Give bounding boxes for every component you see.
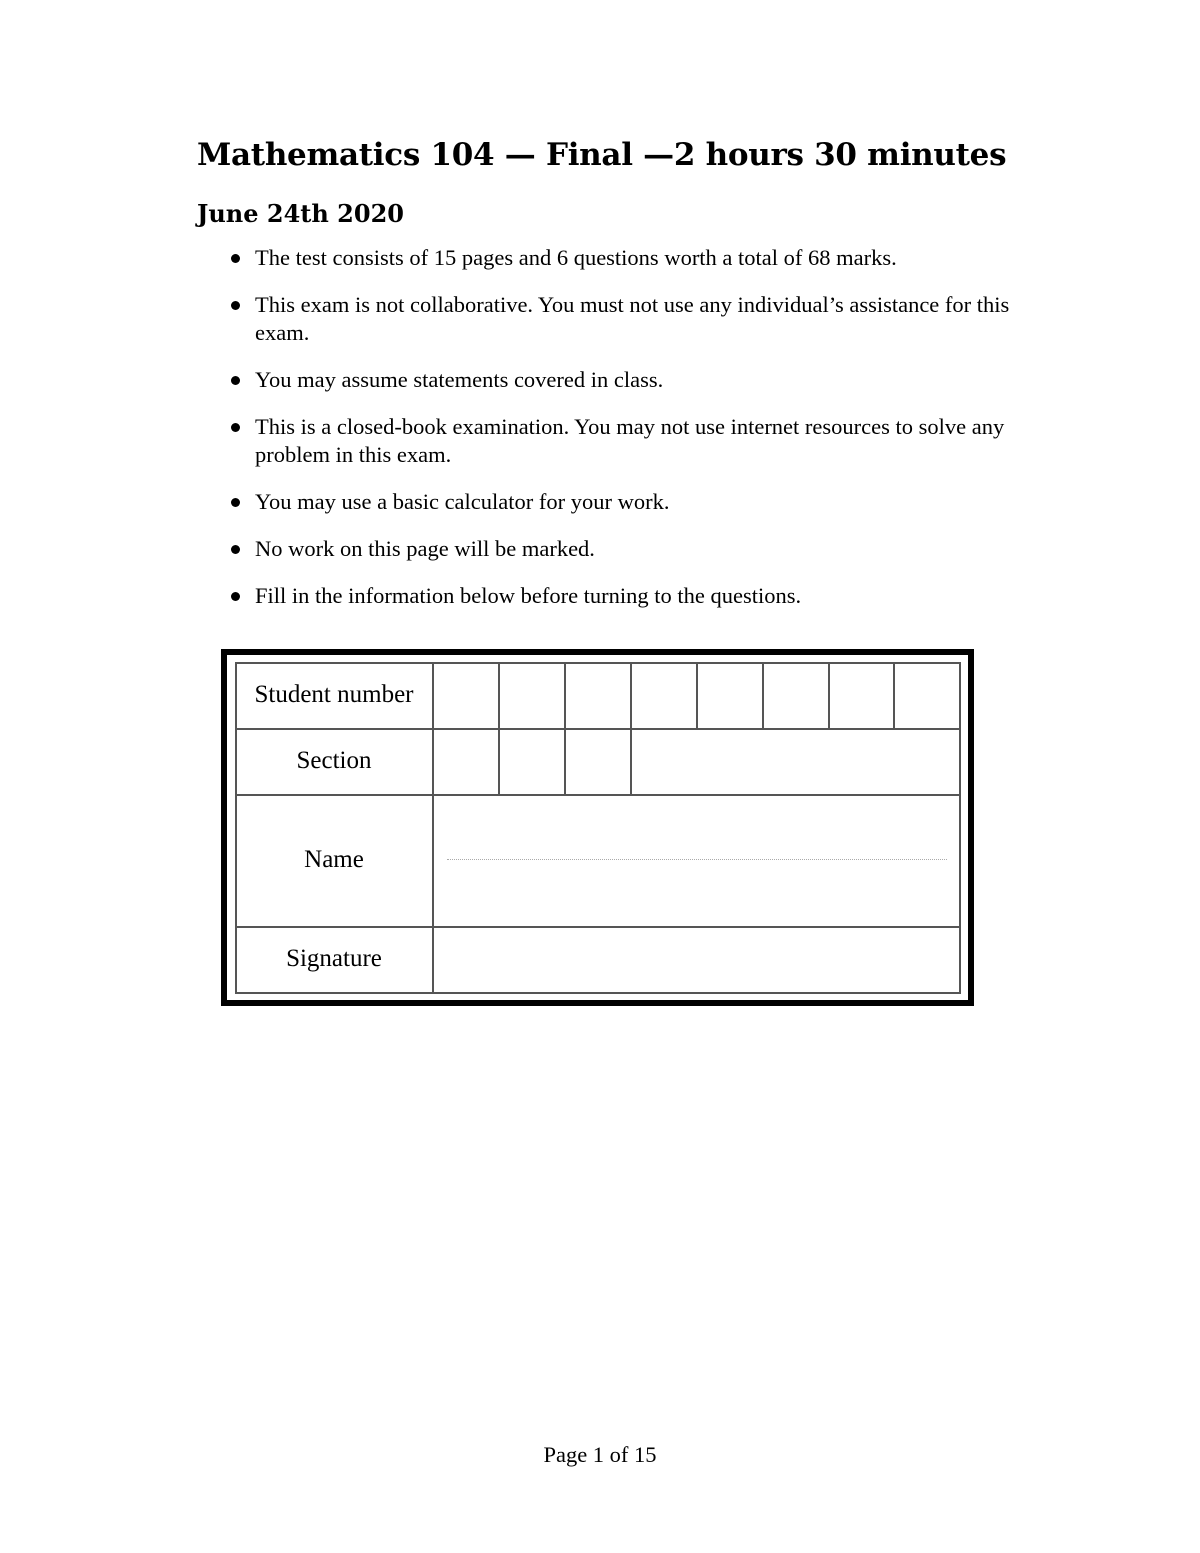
instruction-item — [227, 582, 1017, 610]
grid-line — [564, 728, 566, 794]
bullet-icon — [231, 376, 240, 385]
bullet-icon — [231, 498, 240, 507]
instruction-item — [227, 413, 1017, 469]
bullet-icon — [231, 592, 240, 601]
signature-label: Signature — [286, 945, 382, 972]
grid-line — [762, 662, 764, 728]
name-label: Name — [304, 846, 364, 873]
grid-line — [959, 662, 961, 994]
grid-line — [696, 662, 698, 728]
grid-line — [630, 728, 632, 794]
exam-title: Mathematics 104 — Final —2 hours 30 minutes — [197, 137, 1007, 173]
bullet-icon — [231, 254, 240, 263]
instruction-text: No work on this page will be marked. — [255, 536, 595, 561]
grid-line — [630, 662, 632, 728]
grid-line — [498, 728, 500, 794]
instruction-item — [227, 291, 1017, 347]
section-label: Section — [296, 747, 372, 774]
instruction-item — [227, 366, 1017, 394]
grid-line — [893, 662, 895, 728]
student-number-label: Student number — [254, 681, 414, 708]
instruction-text: You may use a basic calculator for your work. — [255, 489, 670, 514]
instruction-item — [227, 244, 1017, 272]
instruction-item — [227, 535, 1017, 563]
instruction-text: This exam is not collaborative. You must not use any individual’s assistance for this exam. — [255, 292, 1010, 345]
name-dotted-line — [447, 859, 947, 860]
instruction-text: The test consists of 15 pages and 6 questions worth a total of 68 marks. — [255, 245, 897, 270]
student-info-grid — [235, 662, 961, 994]
page-number: Page 1 of 15 — [543, 1442, 657, 1467]
bullet-icon — [231, 423, 240, 432]
grid-line — [828, 662, 830, 728]
instructions-list — [227, 244, 1017, 629]
grid-line — [564, 662, 566, 728]
grid-line — [235, 992, 961, 994]
instruction-text: Fill in the information below before turning to the questions. — [255, 583, 802, 608]
bullet-icon — [231, 301, 240, 310]
instruction-item — [227, 488, 1017, 516]
bullet-icon — [231, 545, 240, 554]
exam-date: June 24th 2020 — [197, 199, 404, 228]
instruction-text: You may assume statements covered in class. — [255, 367, 664, 392]
instruction-text: This is a closed-book examination. You may not use internet resources to solve any problem in this exam. — [255, 414, 1005, 467]
grid-line — [498, 662, 500, 728]
